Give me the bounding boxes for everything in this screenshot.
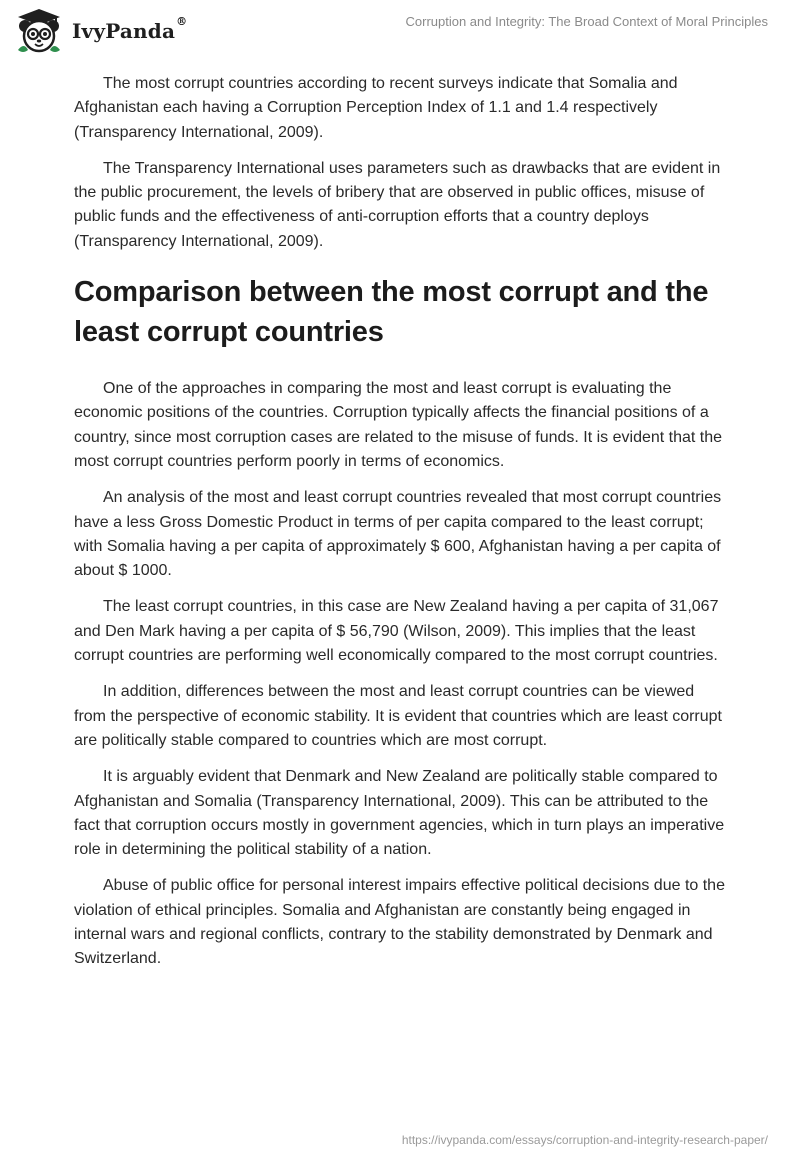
document-title: Corruption and Integrity: The Broad Context of Moral Principles — [405, 14, 768, 29]
paragraph-1: The most corrupt countries according to recent surveys indicate that Somalia and Afghanistan each having a Corruption Perception Index of 1.1 and 1.4 respectively (Transparency International, 2009). — [74, 75, 678, 141]
panda-logo-icon — [14, 6, 64, 56]
ivypanda-logo[interactable] — [14, 6, 187, 56]
paragraph-3: One of the approaches in comparing the most and least corrupt is evaluating the economic positions of the countries. Corruption typically affects the financial positions of a country, since most corruption cases are related to the misuse of funds. It is evident that the most corrupt countries perform poorly in terms of economics. — [74, 380, 723, 470]
paragraph-4: An analysis of the most and least corrupt countries revealed that most corrupt countries have a less Gross Domestic Product in terms of per capita compared to the least corrupt; with Somalia having a per capita of approximately $ 600, Afghanistan having a per capita of about $ 1000. — [74, 489, 722, 580]
page-header — [0, 0, 800, 66]
paragraph-2: The Transparency International uses parameters such as drawbacks that are evident in the public procurement, the levels of bribery that are observed in public offices, misuse of public funds and the effectiveness of anti-corruption efforts that a country deploys (Transparency International, 2009). — [74, 159, 721, 250]
paragraph-6: In addition, differences between the most and least corrupt countries can be viewed from the perspective of economic stability. It is evident that countries which are least corrupt are politically stable compared to countries which are most corrupt. — [74, 683, 722, 749]
logo-wordmark: IvyPanda® — [72, 15, 188, 43]
registered-mark: ® — [176, 15, 188, 28]
section-heading: Comparison between the most corrupt and the least corrupt countries — [74, 276, 709, 349]
paragraph-7: It is arguably evident that Denmark and New Zealand are politically stable compared to Afghanistan and Somalia (Transparency International, 2009). This can be attributed to the fact that corruption occurs mostly in government agencies, which in turn plays an imperative role in determining the political stability of a nation. — [74, 768, 725, 859]
paragraph-5: The least corrupt countries, in this case are New Zealand having a per capita of 31,067 and Den Mark having a per capita of $ 56,790 (Wilson, 2009). This implies that the least corrupt countries are performing well economically compared to the most corrupt countries. — [74, 598, 719, 665]
paragraph-8: Abuse of public office for personal interest impairs effective political decisions due to the violation of ethical principles. Somalia and Afghanistan are constantly being engaged in internal wars and regional conflicts, contrary to the stability demonstrated by Denmark and Switzerland. — [74, 877, 725, 968]
article-body — [74, 72, 726, 984]
source-url[interactable]: https://ivypanda.com/essays/corruption-and-integrity-research-paper/ — [401, 1133, 768, 1147]
